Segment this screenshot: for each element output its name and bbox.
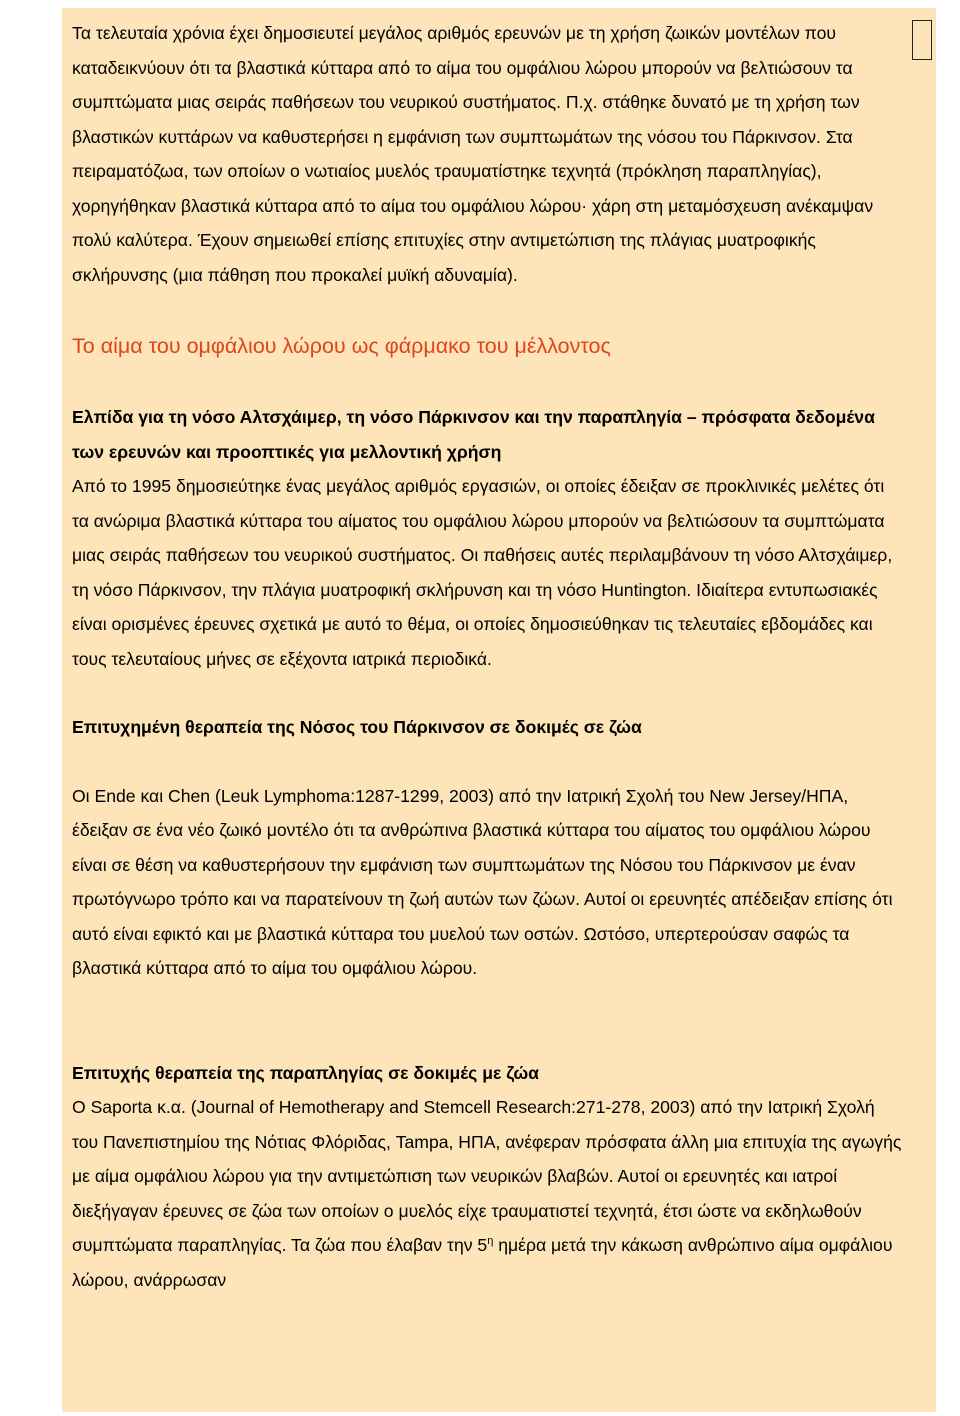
paraplegia-body-start: Ο Saporta κ.α. (Journal of Hemotherapy and Stemcell Research:271-278, 2003) από την Ιατρική Σχολή του Πανεπιστημίου της Νότιας Φλόριδας, Tampa, ΗΠΑ, ανέφεραν πρόσφατα άλλη μια επιτυχία της αγωγής με αίμα ομφάλιου λώρου για την αντιμετώπιση των νευρικών βλαβών. Αυτοί οι ερευνητές και ιατροί διεξήγαγαν έρευνες σε ζώα των οποίων ο μυελός είχε τραυματιστεί τεχνητά, έτσι ώστε να εκδηλωθούν συμπτώματα παραπληγίας. Τα ζώα που έλαβαν την 5	[72, 1097, 902, 1255]
intro-paragraph: Τα τελευταία χρόνια έχει δημοσιευτεί μεγάλος αριθμός ερευνών με τη χρήση ζωικών μοντέλων που καταδεικνύουν ότι τα βλαστικά κύτταρα από το αίμα του ομφάλιου λώρου μπορούν να βελτιώσουν τα συμπτώματα μιας σειράς παθήσεων του νευρικού συστήματος. Π.χ. στάθηκε δυνατό με τη χρήση των βλαστικών κυττάρων να καθυστερήσει η εμφάνιση των συμπτωμάτων της νόσου του Πάρκινσον. Στα πειραματόζωα, των οποίων ο νωτιαίος μυελός τραυματίστηκε τεχνητά (πρόκληση παραπληγίας), χορηγήθηκαν βλαστικά κύτταρα από το αίμα του ομφάλιου λώρου· χάρη στη μεταμόσχευση ανέκαμψαν πολύ καλύτερα. Έχουν σημειωθεί επίσης επιτυχίες στην αντιμετώπιση της πλάγιας μυατροφικής σκλήρυνσης (μια πάθηση που προκαλεί μυϊκή αδυναμία).	[72, 23, 874, 285]
section-title: Το αίμα του ομφάλιου λώρου ως φάρμακο του μέλλοντος	[72, 334, 611, 358]
subsection-body-alzheimer: Από το 1995 δημοσιεύτηκε ένας μεγάλος αριθμός εργασιών, οι οποίες έδειξαν σε προκλινικές μελέτες ότι τα ανώριμα βλαστικά κύτταρα του αίματος του ομφάλιου λώρου μπορούν να βελτιώσουν τα συμπτώματα μιας σειράς παθήσεων του νευρικού συστήματος. Οι παθήσεις αυτές περιλαμβάνουν τη νόσο Αλτσχάιμερ, τη νόσο Πάρκινσον, την πλάγια μυατροφική σκλήρυνση και τη νόσο Huntington. Ιδιαίτερα εντυπωσιακές είναι ορισμένες έρευνες σχετικά με αυτό το θέμα, οι οποίες δημοσιεύθηκαν τις τελευταίες εβδομάδες και τους τελευταίους μήνες σε εξέχοντα ιατρικά περιοδικά.	[72, 476, 893, 669]
document-content	[72, 16, 904, 1297]
subsection-title-parkinson: Επιτυχημένη θεραπεία της Νόσος του Πάρκινσον σε δοκιμές σε ζώα	[72, 717, 642, 737]
subsection-body-parkinson: Οι Ende και Chen (Leuk Lymphoma:1287-1299, 2003) από την Ιατρική Σχολή του New Jersey/ΗΠΑ, έδειξαν σε ένα νέο ζωικό μοντέλο ότι τα ανθρώπινα βλαστικά κύτταρα του αίματος του ομφάλιου λώρου είναι σε θέση να καθυστερήσουν την εμφάνιση των συμπτωμάτων της Νόσου του Πάρκινσον με έναν πρωτόγνωρο τρόπο και να παρατείνουν τη ζωή αυτών των ζώων. Αυτοί οι ερευνητές απέδειξαν επίσης ότι αυτό είναι εφικτό και με βλαστικά κύτταρα του μυελού των οστών. Ωστόσο, υπερτερούσαν σαφώς τα βλαστικά κύτταρα από το αίμα του ομφάλιου λώρου.	[72, 785, 893, 978]
subsection-title-paraplegia: Επιτυχής θεραπεία της παραπληγίας σε δοκιμές με ζώα	[72, 1062, 539, 1083]
document-page	[62, 8, 936, 1412]
broken-glyph-icon	[912, 20, 932, 60]
ordinal-superscript: η	[487, 1235, 494, 1248]
paraplegia-body-end: ημέρα μετά την κάκωση ανθρώπινο αίμα ομφάλιου λώρου, ανάρρωσαν	[72, 1235, 893, 1290]
subsection-body-paraplegia	[72, 1090, 904, 1297]
subsection-title-alzheimer: Ελπίδα για τη νόσο Αλτσχάιμερ, τη νόσο Πάρκινσον και την παραπληγία – πρόσφατα δεδομένα των ερευνών και προοπτικές για μελλοντική χρήση	[72, 407, 875, 462]
